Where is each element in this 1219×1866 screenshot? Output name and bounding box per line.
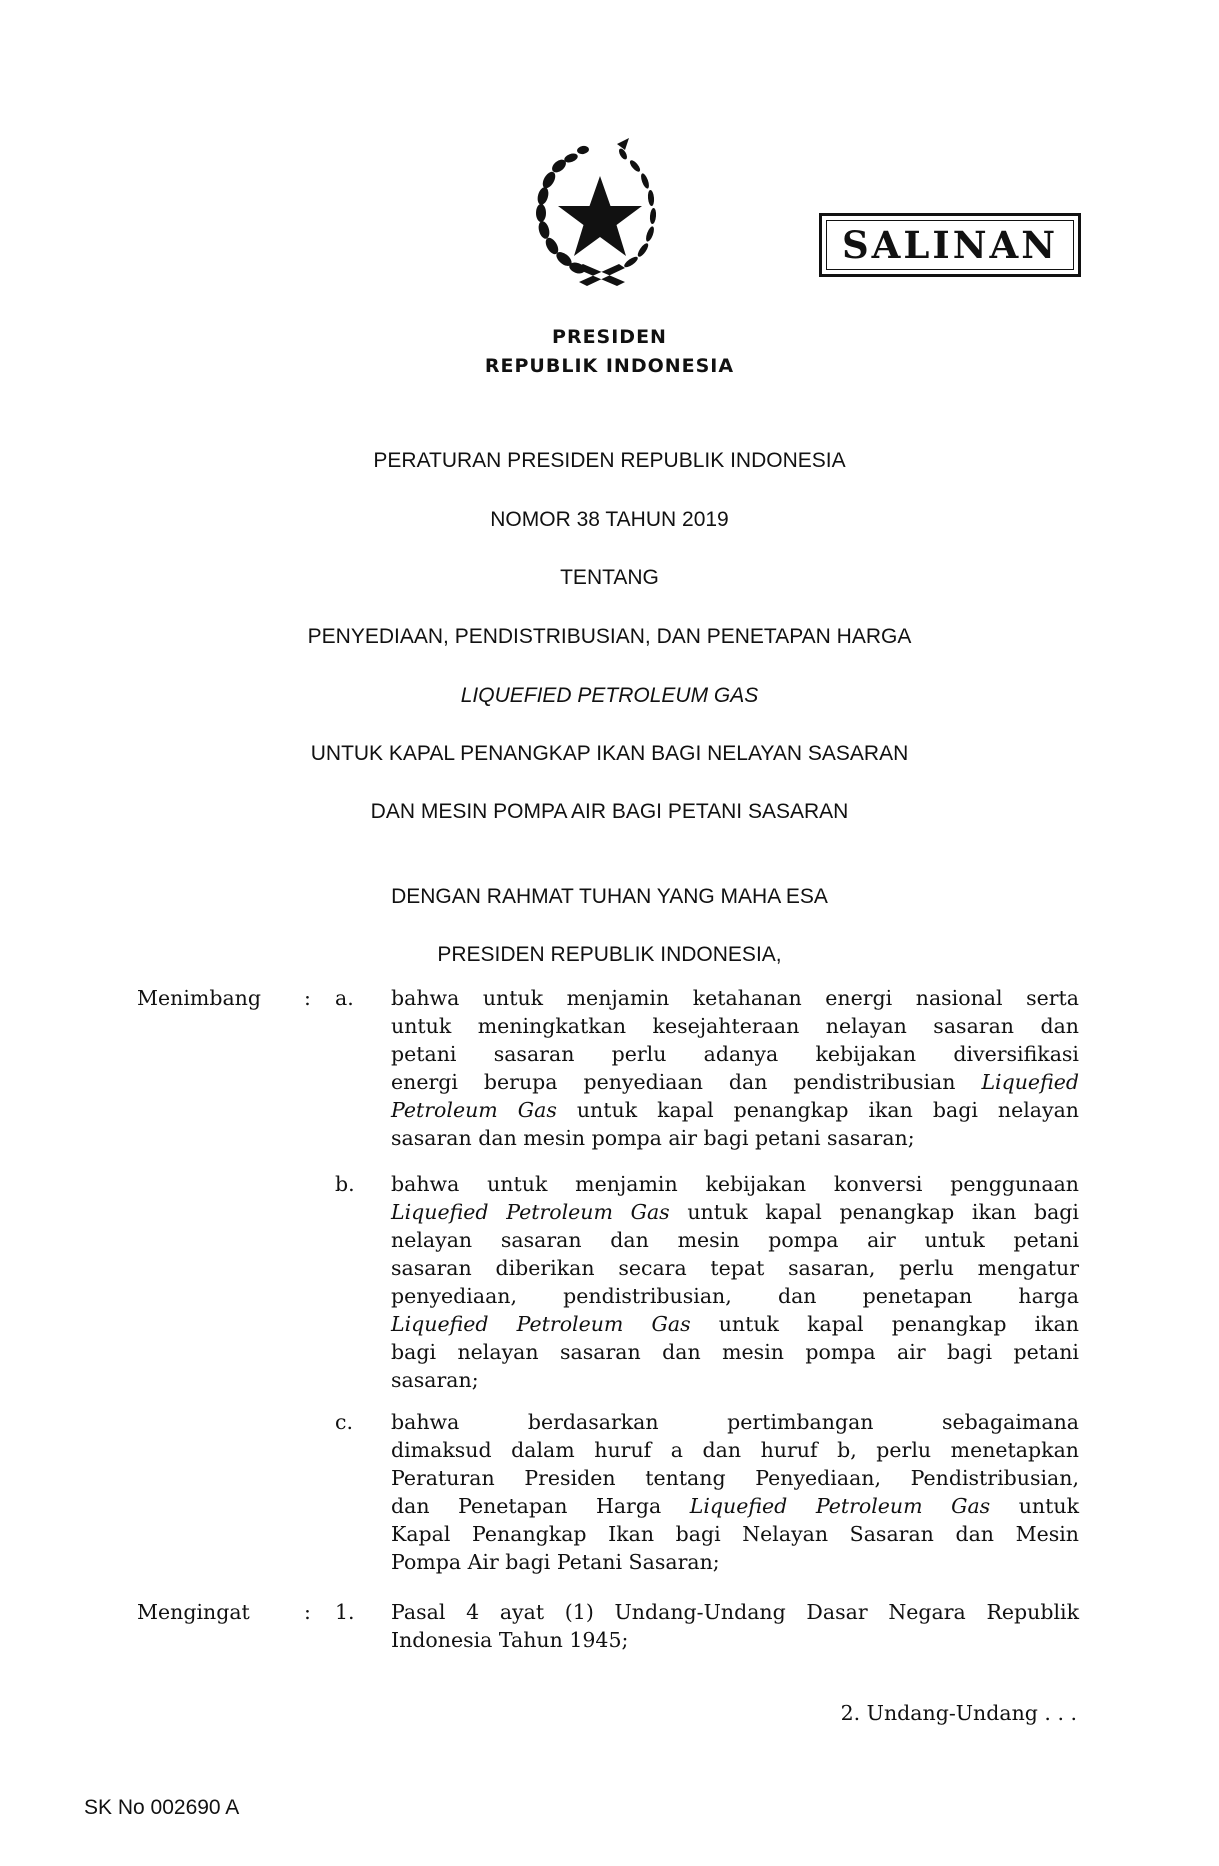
text-line: energi berupa penyediaan dan pendistribusian Liquefied [391, 1070, 1079, 1094]
regulation-title: PERATURAN PRESIDEN REPUBLIK INDONESIA [373, 449, 846, 472]
opening-president: PRESIDEN REPUBLIK INDONESIA, [437, 943, 782, 966]
text-line: Liquefied Petroleum Gas untuk kapal penangkap ikan [391, 1312, 1079, 1336]
text-line: petani sasaran perlu adanya kebijakan diversifikasi [391, 1042, 1079, 1066]
menimbang-label: Menimbang [137, 986, 261, 1010]
menimbang-item-b [391, 1170, 1079, 1394]
item-mark-c: c. [335, 1410, 353, 1434]
text-line: Liquefied Petroleum Gas untuk kapal penangkap ikan bagi [391, 1200, 1079, 1224]
ribbon-icon [575, 264, 625, 286]
text-line: Pasal 4 ayat (1) Undang-Undang Dasar Negara Republik [391, 1600, 1079, 1624]
document-code: SK No 002690 A [84, 1796, 240, 1819]
mengingat-item-1 [391, 1598, 1079, 1654]
institution-line-2: REPUBLIK INDONESIA [484, 355, 735, 377]
text-line: untuk meningkatkan kesejahteraan nelayan sasaran dan [391, 1014, 1079, 1038]
regulation-subject-line-2: LIQUEFIED PETROLEUM GAS [460, 684, 759, 707]
text-line: Petroleum Gas untuk kapal penangkap ikan bagi nelayan [391, 1098, 1079, 1122]
text-line: Pompa Air bagi Petani Sasaran; [391, 1550, 720, 1574]
text-line: nelayan sasaran dan mesin pompa air untuk petani [391, 1228, 1079, 1252]
text-line: penyediaan, pendistribusian, dan penetapan harga [391, 1284, 1079, 1308]
menimbang-item-c [391, 1408, 1079, 1576]
institution-line-1: PRESIDEN [552, 326, 667, 348]
continuation-marker: 2. Undang-Undang . . . [840, 1701, 1077, 1725]
regulation-subject-line-4: DAN MESIN POMPA AIR BAGI PETANI SASARAN [370, 800, 849, 823]
text-line: dan Penetapan Harga Liquefied Petroleum Gas untuk [391, 1494, 1079, 1518]
salinan-stamp [819, 213, 1081, 277]
item-mark-b: b. [335, 1172, 355, 1196]
text-line: Peraturan Presiden tentang Penyediaan, Pendistribusian, [391, 1466, 1079, 1490]
text-line: sasaran dan mesin pompa air bagi petani sasaran; [391, 1126, 915, 1150]
text-line: Indonesia Tahun 1945; [391, 1628, 629, 1652]
regulation-tentang: TENTANG [560, 566, 659, 589]
item-mark-1: 1. [335, 1600, 355, 1624]
text-line: bahwa untuk menjamin kebijakan konversi penggunaan [391, 1172, 1079, 1196]
state-emblem [525, 136, 675, 296]
regulation-subject-line-1: PENYEDIAAN, PENDISTRIBUSIAN, DAN PENETAPAN HARGA [307, 625, 912, 648]
text-line: bahwa berdasarkan pertimbangan sebagaimana [391, 1410, 1079, 1434]
menimbang-item-a [391, 984, 1079, 1152]
text-line: Kapal Penangkap Ikan bagi Nelayan Sasaran dan Mesin [391, 1522, 1079, 1546]
menimbang-colon: : [304, 986, 311, 1010]
text-line: bahwa untuk menjamin ketahanan energi nasional serta [391, 986, 1079, 1010]
stamp-text: SALINAN [841, 223, 1059, 267]
text-line: sasaran diberikan secara tepat sasaran, perlu mengatur [391, 1256, 1079, 1280]
item-mark-a: a. [335, 986, 354, 1010]
text-line: sasaran; [391, 1368, 479, 1392]
opening-formula: DENGAN RAHMAT TUHAN YANG MAHA ESA [391, 885, 828, 908]
mengingat-colon: : [304, 1600, 311, 1624]
text-line: dimaksud dalam huruf a dan huruf b, perlu menetapkan [391, 1438, 1079, 1462]
mengingat-label: Mengingat [137, 1600, 250, 1624]
text-line: bagi nelayan sasaran dan mesin pompa air bagi petani [391, 1340, 1079, 1364]
regulation-subject-line-3: UNTUK KAPAL PENANGKAP IKAN BAGI NELAYAN SASARAN [310, 742, 909, 765]
star-icon [558, 176, 642, 256]
regulation-number: NOMOR 38 TAHUN 2019 [490, 508, 729, 531]
